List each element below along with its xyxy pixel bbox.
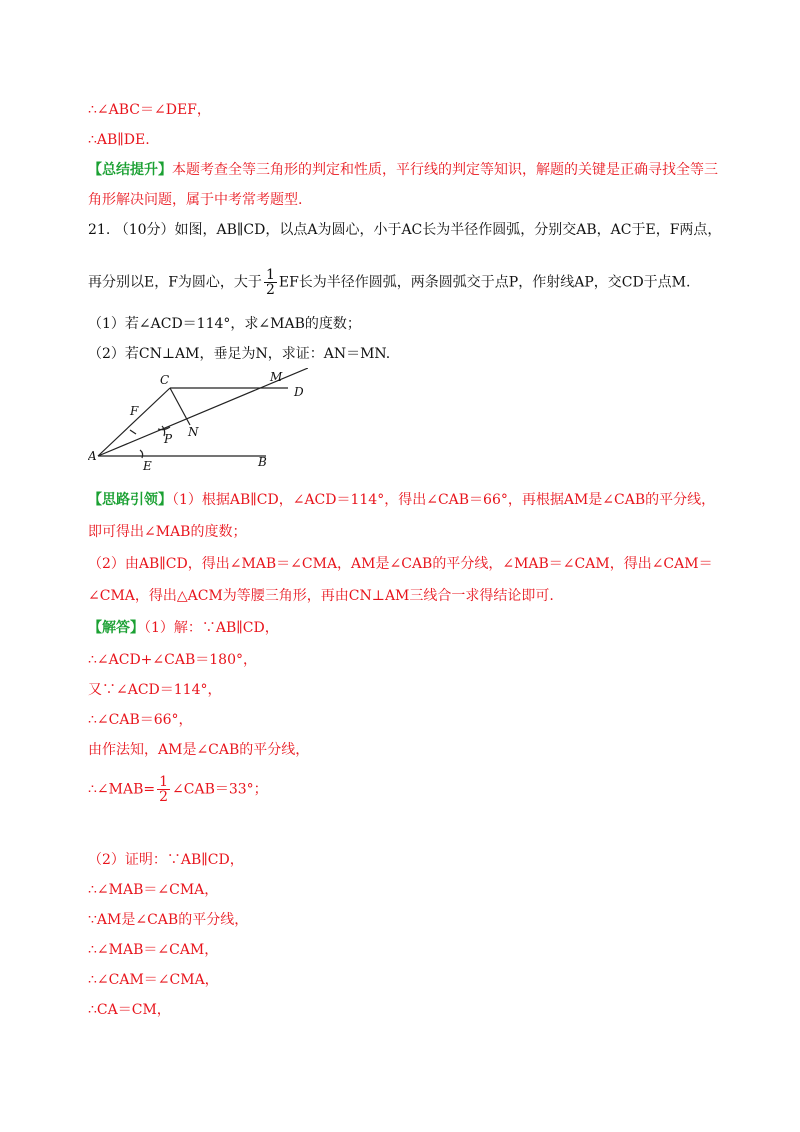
answer-line-6-post: ∠CAB＝33°； — [172, 781, 268, 798]
fraction-half — [264, 268, 277, 297]
label-m: M — [270, 370, 283, 384]
proof-2-line-5: ∴∠CAM＝∠CMA， — [88, 972, 219, 988]
hint-paragraph — [88, 490, 715, 510]
problem-line-1 — [88, 220, 721, 240]
answer-fraction-numerator: 1 — [159, 774, 169, 790]
answer-line-5: 由作法知，AM是∠CAB的平分线， — [88, 742, 310, 758]
hint-line-1: （1）根据AB∥CD，∠ACD＝114°，得出∠CAB＝66°，再根据AM是∠CAB的平分线， — [172, 492, 716, 508]
proof-line-1: ∴∠ABC＝∠DEF， — [88, 102, 211, 118]
label-f: F — [130, 404, 139, 418]
label-b: B — [258, 455, 267, 469]
label-p: P — [164, 432, 173, 446]
answer-line-4: ∴∠CAB＝66°， — [88, 712, 193, 728]
answer-tag: 【解答】 — [88, 620, 144, 636]
answer-line-3: 又∵∠ACD＝114°， — [88, 682, 222, 698]
answer-line-2: ∴∠ACD+∠CAB＝180°， — [88, 652, 257, 668]
fraction-numerator: 1 — [265, 267, 275, 283]
hint-line-4: ∠CMA，得出△ACM为等腰三角形，再由CN⊥AM三线合一求得结论即可. — [88, 588, 554, 604]
problem-number: 21. — [88, 222, 111, 238]
answer-line-6-pre: ∴∠MAB= — [88, 781, 156, 798]
arc-mark-e — [140, 450, 143, 458]
question-2: （2）若CN⊥AM，垂足为N，求证：AN＝MN. — [88, 346, 391, 362]
problem-text-1: （10分）如图，AB∥CD，以点A为圆心，小于AC长为半径作圆弧，分别交AB，AC于E，F两点， — [114, 222, 722, 238]
proof-2-line-2: ∴∠MAB＝∠CMA， — [88, 882, 219, 898]
problem-text-2-pre: 再分别以E，F为圆心，大于 — [88, 274, 262, 291]
proof-2-line-6: ∴CA＝CM， — [88, 1002, 171, 1018]
label-d: D — [294, 385, 304, 399]
question-1: （1）若∠ACD＝114°，求∠MAB的度数； — [88, 316, 361, 332]
geometry-figure — [88, 368, 308, 478]
proof-line-2: ∴AB∥DE. — [88, 132, 150, 148]
answer-line-1: （1）解：∵AB∥CD， — [144, 620, 279, 636]
label-n: N — [188, 425, 199, 439]
label-a: A — [88, 449, 97, 463]
answer-fraction-half — [157, 775, 170, 804]
summary-paragraph — [88, 160, 718, 180]
summary-text-2: 角形解决问题，属于中考常考题型. — [88, 192, 303, 208]
summary-tag: 【总结提升】 — [88, 162, 172, 178]
problem-text-2-post: EF长为半径作圆弧，两条圆弧交于点P，作射线AP，交CD于点M. — [278, 274, 691, 291]
proof-2-line-4: ∴∠MAB＝∠CAM， — [88, 942, 219, 958]
fraction-denominator: 2 — [265, 282, 275, 298]
hint-line-2: 即可得出∠MAB的度数； — [88, 524, 247, 540]
hint-tag: 【思路引领】 — [88, 492, 172, 508]
label-e: E — [143, 459, 152, 473]
answer-line-6 — [88, 775, 268, 804]
hint-line-3: （2）由AB∥CD，得出∠MAB＝∠CMA，AM是∠CAB的平分线，∠MAB＝∠CAM，得出∠CAM＝ — [88, 556, 713, 572]
summary-text-1: 本题考查全等三角形的判定和性质，平行线的判定等知识，解题的关键是正确寻找全等三 — [172, 162, 718, 178]
proof-2-line-1: （2）证明：∵AB∥CD， — [88, 852, 244, 868]
answer-paragraph — [88, 618, 279, 638]
line-cn — [170, 388, 190, 425]
answer-fraction-denominator: 2 — [159, 789, 169, 805]
label-c: C — [160, 373, 170, 387]
line-ac — [98, 388, 170, 456]
arc-mark-f — [130, 430, 136, 434]
problem-line-2 — [88, 268, 690, 297]
proof-2-line-3: ∵AM是∠CAB的平分线， — [88, 912, 249, 928]
